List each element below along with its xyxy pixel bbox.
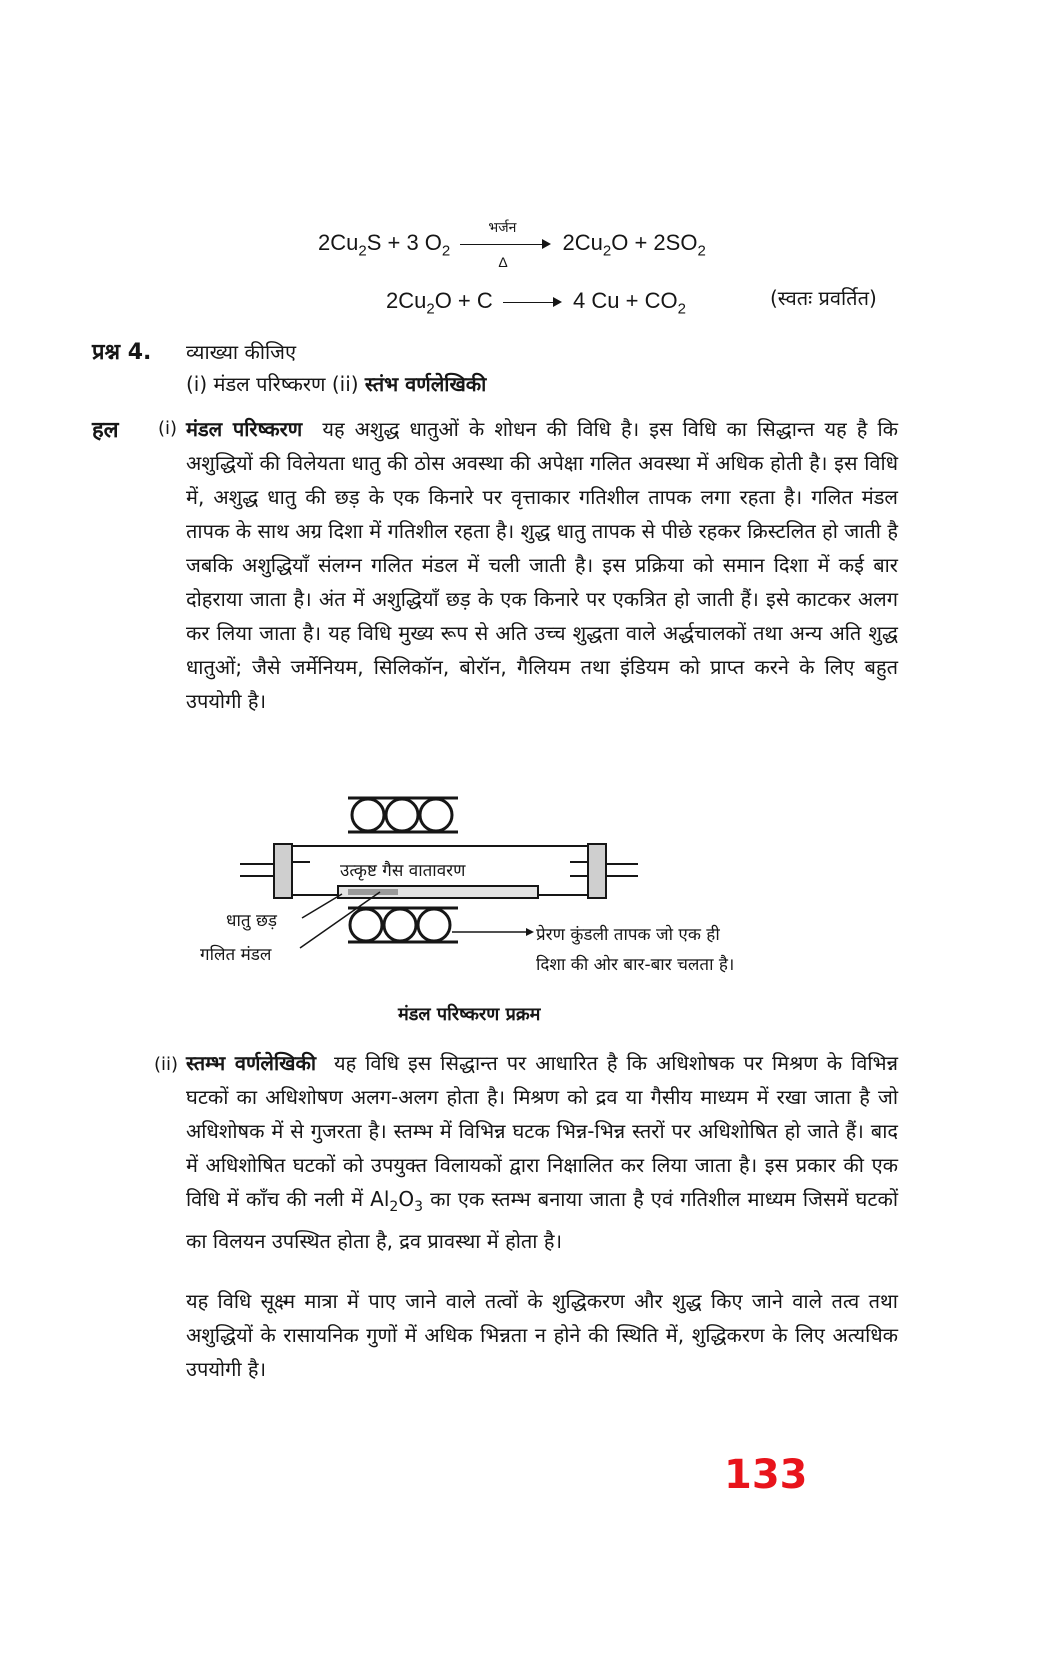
end-cap-right bbox=[588, 844, 606, 898]
diagram-caption: मंडल परिष्करण प्रक्रम bbox=[398, 1004, 541, 1025]
label-molten-zone: गलित मंडल bbox=[200, 945, 272, 965]
part-number-i: (i) bbox=[158, 418, 178, 439]
label-induction-coil-2: दिशा की ओर बार-बार चलता है। bbox=[536, 955, 735, 975]
question-prompt: व्याख्या कीजिए bbox=[186, 340, 297, 364]
equation-note: (स्वतः प्रवर्तित) bbox=[770, 286, 877, 310]
part-i-paragraph: मंडल परिष्करण यह अशुद्ध धातुओं के शोधन की विधि है। इस विधि का सिद्धान्त यह है कि अशुद्धियों की विलेयता धातु की ठोस अवस्था की अपेक्षा गलित अवस्था में अधिक होती है। इस विधि में, अशुद्ध धातु की छड़ के एक किनारे पर वृत्ताकार गतिशील तापक लगा रहता है। गलित मंडल तापक के साथ अग्र दिशा में गतिशील रहता है। शुद्ध धातु तापक से पीछे रहकर क्रिस्टलित हो जाती है जबकि अशुद्धियाँ संलग्न गलित मंडल में चली जाती है। इस प्रक्रिया को समान दिशा में कई बार दोहराया जाता है। अंत में अशुद्धियाँ छड़ के एक किनारे पर एकत्रित हो जाती हैं। इसे काटकर अलग कर लिया जाता है। यह विधि मुख्य रूप से अति उच्च शुद्धता वाले अर्द्धचालकों तथा अन्य अति शुद्ध धातुओं; जैसे जर्मेनियम, सिलिकॉन, बोरॉन, गैलियम तथा इंडियम को प्राप्त करने के लिए बहुत उपयोगी है। bbox=[186, 417, 898, 713]
equation-reduction: $2Cu_2O + C$ 4 $Cu + CO_2$ bbox=[386, 288, 686, 318]
solution-label: हल bbox=[92, 418, 119, 443]
label-noble-gas: उत्कृष्ट गैस वातावरण bbox=[340, 861, 466, 881]
part-ii-paragraph-2: यह विधि सूक्ष्म मात्रा में पाए जाने वाले तत्वों के शुद्धिकरण और शुद्ध किए जाने वाले तत्व तथा अशुद्धियों के रासायनिक गुणों में अधिक भिन्नता न होने की स्थिति में, शुद्धिकरण के लिए अत्यधिक उपयोगी है। bbox=[186, 1289, 898, 1381]
induction-coil-top bbox=[348, 798, 458, 832]
part-i-title: मंडल परिष्करण bbox=[186, 417, 303, 441]
label-metal-rod: धातु छड़ bbox=[226, 911, 277, 931]
part-number-ii: (ii) bbox=[154, 1054, 179, 1075]
molten-zone-mark bbox=[348, 889, 398, 895]
question-parts: (i) मंडल परिष्करण (ii) स्तंभ वर्णलेखिकी bbox=[186, 372, 487, 396]
part-ii-paragraph: स्तम्भ वर्णलेखिकी यह विधि इस सिद्धान्त पर आधारित है कि अधिशोषक पर मिश्रण के विभिन्न घटकों का अधिशोषण अलग-अलग होता है। मिश्रण को द्रव या गैसीय माध्यम में रखा जाता है जो अधिशोषक में से गुजरता है। स्तम्भ में विभिन्न घटक भिन्न-भिन्न स्तरों पर अधिशोषित हो जाते हैं। बाद में अधिशोषित घटकों को उपयुक्त विलायकों द्वारा निक्षालित कर लिया जाता है। इस प्रकार की एक विधि में काँच की नली में $Al_2O_3$ का एक स्तम्भ बनाया जाता है एवं गतिशील माध्यम जिसमें घटकों का विलयन उपस्थित होता है, द्रव प्रावस्था में होता है। bbox=[186, 1051, 899, 1253]
reaction-arrow: भर्जन Δ bbox=[460, 234, 552, 254]
reaction-arrow bbox=[503, 292, 563, 312]
induction-coil-bottom bbox=[348, 908, 458, 942]
page-number: 133 bbox=[724, 1452, 808, 1498]
end-cap-left bbox=[274, 844, 292, 898]
label-induction-coil-1: प्रेरण कुंडली तापक जो एक ही bbox=[536, 925, 720, 945]
question-label: प्रश्न 4. bbox=[92, 340, 152, 365]
part-ii-title: स्तम्भ वर्णलेखिकी bbox=[186, 1051, 317, 1075]
equation-roasting: $2Cu_2S + 3$ $O_2$ भर्जन Δ $2Cu_2O + 2SO_2$ bbox=[318, 220, 706, 271]
